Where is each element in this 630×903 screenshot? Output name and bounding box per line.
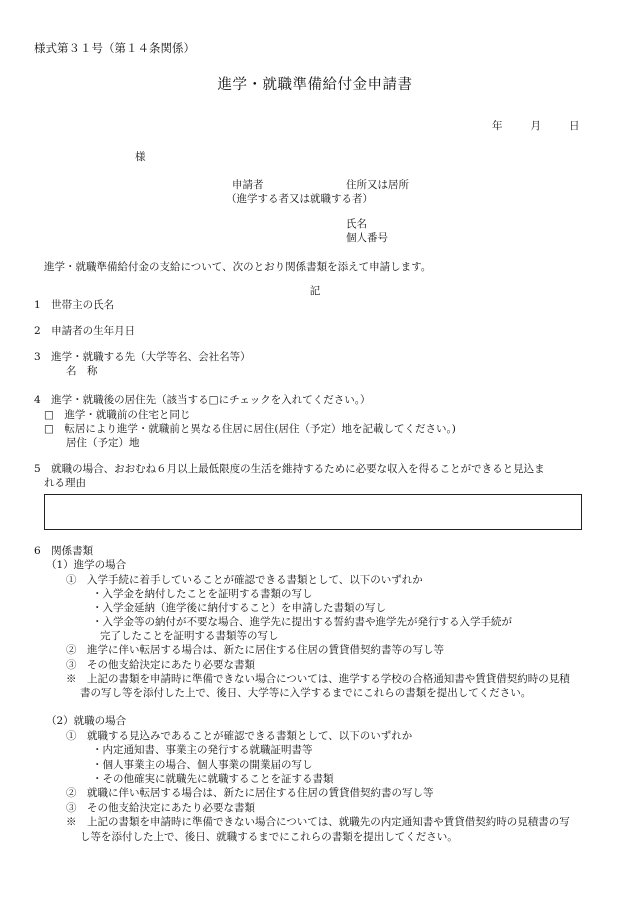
section-6-2-note-line2: し等を添付した上で、後日、就職するまでにこれらの書類を提出してください。 — [80, 831, 458, 843]
section-3-name-label: 名 称 — [66, 365, 98, 377]
date-day-label: 日 — [569, 120, 580, 132]
section-6-1-note-line1: ※ 上記の書類を申請時に準備できない場合については、進学する学校の合格通知書や賃貸借契約時の見積 — [66, 673, 570, 685]
residence-option-moved[interactable]: □ 転居により進学・就職前と異なる住居に居住(居住（予定）地を記載してください。) — [44, 423, 456, 435]
intro-statement: 進学・就職準備給付金の支給について、次のとおり関係書類を添えて申請します。 — [44, 261, 432, 273]
personal-number-label: 個人番号 — [346, 232, 388, 244]
section-6-1-item-a3-cont: 完了したことを証明する書類等の写し — [100, 630, 279, 642]
ki-heading: 記 — [309, 285, 321, 297]
section-3-destination: 3 進学・就職する先（大学等名、会社名等） — [34, 351, 251, 363]
section-6-2-item-b: ② 就職に伴い転居する場合は、新たに居住する住居の賃貸借契約書の写し等 — [66, 787, 434, 799]
date-line — [492, 119, 580, 133]
address-label: 住所又は居所 — [346, 179, 409, 191]
section-6-1-item-a2: ・入学金延納（進学後に納付すること）を申請した書類の写し — [92, 602, 386, 614]
section-6-1-item-c: ③ その他支給決定にあたり必要な書類 — [66, 659, 255, 671]
section-6-2-note-line1: ※ 上記の書類を申請時に準備できない場合については、就職先の内定通知書や賃貸借契約時の見積書の写 — [66, 816, 570, 828]
section-6-1-heading: （1）進学の場合 — [46, 559, 127, 571]
form-number: 様式第３１号（第１４条関係） — [34, 41, 195, 55]
section-6-2-heading: （2）就職の場合 — [46, 715, 127, 727]
reason-input-box[interactable] — [44, 494, 582, 530]
section-6-2-item-a2: ・個人事業主の場合、個人事業の開業届の写し — [92, 759, 313, 771]
addressee-honorific: 様 — [135, 151, 146, 163]
section-6-1-item-a1: ・入学金を納付したことを証明する書類の写し — [92, 588, 313, 600]
section-5-reason-line2: れる理由 — [44, 477, 86, 489]
section-5-reason-line1: 5 就職の場合、おおむね６月以上最低限度の生活を維持するために必要な収入を得ることができると見込ま — [34, 463, 545, 475]
section-6-1-item-a: ① 入学手続に着手していることが確認できる書類として、以下のいずれか — [66, 574, 423, 586]
date-month-label: 月 — [530, 120, 541, 132]
section-6-1-note-line2: 書の写し等を添付した上で、後日、大学等に入学するまでにこれらの書類を提出してください。 — [80, 687, 532, 699]
section-6-2-item-a3: ・その他確実に就職先に就職することを証する書類 — [92, 773, 334, 785]
section-6-documents: 6 関係書類 — [34, 545, 94, 557]
section-6-2-item-a1: ・内定通知書、事業主の発行する就職証明書等 — [92, 744, 313, 756]
applicant-label: 申請者 — [232, 179, 264, 191]
section-6-2-item-a: ① 就職する見込みであることが確認できる書類として、以下のいずれか — [66, 730, 413, 742]
residence-planned-label: 居住（予定）地 — [66, 437, 140, 449]
date-year-label: 年 — [492, 120, 503, 132]
section-2-birthdate: 2 申請者の生年月日 — [34, 325, 136, 337]
section-4-residence: 4 進学・就職後の居住先（該当する□にチェックを入れてください。） — [34, 394, 371, 406]
section-1-household-head: 1 世帯主の氏名 — [34, 299, 115, 311]
residence-option-same[interactable]: □ 進学・就職前の住宅と同じ — [44, 409, 191, 421]
section-6-2-item-c: ③ その他支給決定にあたり必要な書類 — [66, 802, 255, 814]
section-6-1-item-a3: ・入学金等の納付が不要な場合、進学先に提出する誓約書や進学先が発行する入学手続が — [92, 616, 512, 628]
section-6-1-item-b: ② 進学に伴い転居する場合は、新たに居住する住居の賃貸借契約書等の写し等 — [66, 644, 444, 656]
document-title: 進学・就職準備給付金申請書 — [217, 77, 413, 93]
applicant-sublabel: （進学する者又は就職する者） — [226, 193, 373, 206]
name-label: 氏名 — [346, 218, 367, 230]
